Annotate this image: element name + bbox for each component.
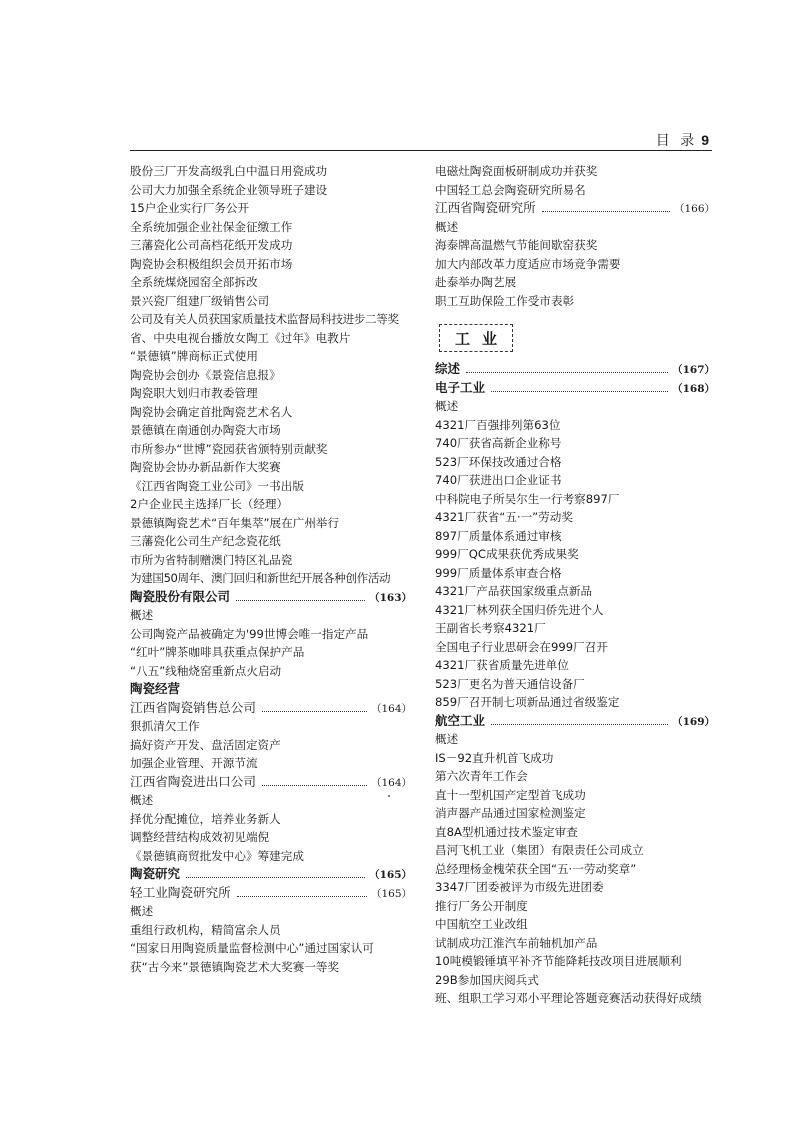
toc-entry-title: 电子工业 bbox=[435, 379, 486, 395]
toc-item: 全系统加强企业社保金征缴工作 bbox=[130, 219, 293, 234]
toc-entry bbox=[130, 865, 412, 884]
toc-entry bbox=[435, 199, 715, 218]
toc-item: 陶瓷协会确定首批陶瓷艺术名人 bbox=[130, 404, 293, 419]
toc-item: 获“古今来”景德镇陶瓷艺术大奖赛一等奖 bbox=[130, 959, 340, 974]
toc-item: 狠抓清欠工作 bbox=[130, 719, 200, 733]
toc-item: 陶瓷协会协办新品新作大奖赛 bbox=[130, 460, 281, 474]
toc-item: 直8A型机通过技术鉴定审查 bbox=[435, 824, 578, 839]
toc-item: 523厂更名为普天通信设备厂 bbox=[435, 676, 585, 691]
toc-item: 总经理杨金槐荣获全国“五·一劳动奖章” bbox=[435, 861, 637, 876]
toc-page-number: （165） bbox=[369, 869, 412, 881]
toc-item: 3347厂团委被评为市级先进团委 bbox=[435, 880, 604, 894]
section-label-industry: 工业 bbox=[439, 324, 513, 352]
toc-item: 15户企业实行厂务公开 bbox=[130, 201, 250, 215]
toc-page-number: （166） bbox=[673, 203, 715, 215]
toc-item: 859厂召开制七项新品通过省级鉴定 bbox=[435, 695, 620, 709]
toc-item: 重组行政机构，精简富余人员 bbox=[130, 922, 281, 937]
dot-leader bbox=[542, 211, 670, 212]
toc-item: 市所为省特制赠澳门特区礼品瓷 bbox=[130, 552, 293, 567]
toc-item: 概述 bbox=[130, 793, 154, 807]
toc-item: 4321厂获省“五·一”劳动奖 bbox=[435, 510, 573, 524]
toc-item: 市所参办“世博”瓷园获省颁特别贡献奖 bbox=[130, 441, 328, 456]
toc-page-number: （165） bbox=[370, 887, 412, 900]
toc-page-number: （167） bbox=[672, 364, 715, 376]
toc-right-column bbox=[435, 162, 715, 1008]
toc-item: 景德镇在南通创办陶瓷大市场 bbox=[130, 423, 281, 437]
header-title: 目 录 bbox=[655, 133, 698, 149]
toc-item: 为建国50周年、澳门回归和新世纪开展各种创作活动 bbox=[130, 571, 391, 585]
toc-item: 概述 bbox=[130, 608, 154, 622]
toc-item: 陶瓷协会创办《景瓷信息报》 bbox=[130, 367, 281, 382]
toc-item: 陶瓷职大划归市教委管理 bbox=[130, 386, 258, 400]
toc-item: 10吨模锻锤填平补齐节能降耗技改项目进展顺利 bbox=[435, 954, 682, 968]
toc-item: 赴泰举办陶艺展 bbox=[435, 275, 517, 289]
toc-entry bbox=[130, 588, 412, 607]
toc-entry bbox=[435, 360, 715, 379]
toc-item: 推行厂务公开制度 bbox=[435, 898, 528, 913]
toc-entry-title: 航空工业 bbox=[435, 712, 486, 728]
toc-item: 《江西省陶瓷工业公司》一书出版 bbox=[130, 478, 304, 493]
toc-item: 第六次青年工作会 bbox=[435, 769, 528, 783]
toc-item: 全系统煤烧园窑全部拆改 bbox=[130, 275, 258, 289]
toc-item: 择优分配摊位，培养业务新人 bbox=[130, 811, 281, 826]
header-text bbox=[656, 130, 712, 150]
toc-item: 景德镇陶瓷艺术“百年集萃”展在广州举行 bbox=[130, 515, 340, 530]
header-rule bbox=[130, 150, 712, 151]
dot-leader bbox=[491, 391, 668, 392]
dot-leader bbox=[466, 372, 668, 373]
toc-entry-title: 江西省陶瓷进出口公司 bbox=[130, 773, 256, 789]
toc-left-column bbox=[130, 162, 412, 976]
toc-item: 4321厂获省质量先进单位 bbox=[435, 658, 569, 672]
toc-item: 职工互助保险工作受市表彰 bbox=[435, 293, 575, 308]
toc-item: 全国电子行业思研会在999厂召开 bbox=[435, 639, 608, 654]
running-header bbox=[130, 128, 712, 152]
toc-page-number: （163） bbox=[369, 591, 412, 604]
toc-entry bbox=[435, 379, 715, 398]
toc-item: 740厂获进出口企业证书 bbox=[435, 473, 562, 487]
toc-entry-title: 轻工业陶瓷研究所 bbox=[130, 884, 231, 900]
dot-leader bbox=[262, 711, 367, 712]
toc-item: “红叶”牌茶咖啡具获重点保护产品 bbox=[130, 645, 305, 659]
toc-entry bbox=[130, 699, 412, 718]
toc-item: 公司及有关人员获国家质量技术监督局科技进步二等奖 bbox=[130, 312, 399, 326]
toc-item: 概述 bbox=[130, 904, 154, 918]
toc-entry bbox=[130, 884, 412, 903]
toc-item: 试制成功江淮汽车前轴机加产品 bbox=[435, 935, 598, 950]
dot-leader bbox=[186, 877, 365, 878]
toc-item: 2户企业民主选择厂长（经理） bbox=[130, 497, 289, 511]
toc-item: 昌河飞机工业（集团）有限责任公司成立 bbox=[435, 843, 644, 857]
toc-item: 999厂质量体系审查合格 bbox=[435, 565, 562, 580]
toc-item: 三藩瓷化公司高档花纸开发成功 bbox=[130, 238, 293, 252]
toc-item: 调整经营结构成效初见端倪 bbox=[130, 830, 270, 844]
toc-item: 740厂获省高新企业称号 bbox=[435, 436, 562, 450]
dot-leader bbox=[491, 724, 668, 725]
toc-entry-title: 江西省陶瓷销售总公司 bbox=[130, 699, 256, 715]
toc-entry-title: 陶瓷股份有限公司 bbox=[130, 588, 231, 604]
toc-page-number: （168） bbox=[672, 382, 715, 395]
toc-page-number: （164） bbox=[370, 702, 412, 715]
toc-item: IS－92直升机首飞成功 bbox=[435, 750, 554, 765]
toc-item: 直十一型机国产定型首飞成功 bbox=[435, 787, 586, 802]
toc-item: “国家日用陶瓷质量监督检测中心”通过国家认可 bbox=[130, 941, 374, 955]
toc-item: 中科院电子所吴尔生一行考察897厂 bbox=[435, 491, 620, 506]
page-number: 9 bbox=[701, 132, 712, 148]
toc-item: 4321厂林列获全国归侨先进个人 bbox=[435, 602, 604, 617]
toc-item: 999厂QC成果获优秀成果奖 bbox=[435, 547, 579, 561]
toc-item: 公司陶瓷产品被确定为'99世博会唯一指定产品 bbox=[130, 626, 369, 641]
toc-item: 中国航空工业改组 bbox=[435, 917, 528, 931]
toc-item: 景兴瓷厂组建厂级销售公司 bbox=[130, 293, 270, 308]
toc-item: 班、组职工学习邓小平理论答题竞赛活动获得好成绩 bbox=[435, 991, 702, 1005]
toc-item: 概述 bbox=[435, 732, 459, 746]
toc-entry-title: 综述 bbox=[435, 361, 461, 376]
toc-item: 中国轻工总会陶瓷研究所易名 bbox=[435, 182, 586, 197]
toc-entry-title: 江西省陶瓷研究所 bbox=[435, 200, 536, 215]
toc-item: 《景德镇商贸批发中心》筹建完成 bbox=[130, 848, 304, 863]
toc-item: 股份三厂开发高级乳白中温日用瓷成功 bbox=[130, 164, 328, 178]
toc-item: 海泰牌高温燃气节能间歇窑获奖 bbox=[435, 238, 598, 252]
toc-item: 搞好资产开发、盘活固定资产 bbox=[130, 737, 281, 752]
toc-page-number: （164） bbox=[370, 776, 412, 789]
toc-item: 陶瓷协会积极组织会员开拓市场 bbox=[130, 256, 293, 271]
toc-right-top bbox=[435, 162, 715, 310]
toc-item: 王副省长考察4321厂 bbox=[435, 621, 546, 635]
toc-entry bbox=[130, 773, 412, 792]
toc-item: 897厂质量体系通过审核 bbox=[435, 528, 562, 543]
toc-entry-title: 陶瓷研究 bbox=[130, 866, 181, 881]
toc-item: 加大内部改革力度适应市场竞争需要 bbox=[435, 256, 621, 271]
toc-entry bbox=[435, 712, 715, 731]
toc-item: 概述 bbox=[435, 219, 459, 234]
toc-item: 29B参加国庆阅兵式 bbox=[435, 972, 539, 987]
toc-item: 4321厂百强排列第63位 bbox=[435, 417, 561, 432]
toc-item: 省、中央电视台播放女陶工《过年》电教片 bbox=[130, 330, 351, 345]
dot-leader bbox=[262, 785, 367, 786]
dot-leader bbox=[237, 896, 367, 897]
toc-item: 概述 bbox=[435, 399, 459, 413]
toc-item: 电磁灶陶瓷面板研制成功并获奖 bbox=[435, 164, 598, 178]
toc-item: 加强企业管理、开源节流 bbox=[130, 756, 258, 770]
toc-item: 陶瓷经营 bbox=[130, 681, 181, 696]
toc-item: “八五”线釉烧窑重新点火启动 bbox=[130, 663, 282, 678]
dot-leader bbox=[236, 600, 365, 601]
toc-item: 消声器产品通过国家检测鉴定 bbox=[435, 806, 586, 820]
toc-item: 公司大力加强全系统企业领导班子建设 bbox=[130, 182, 328, 197]
toc-item: 三藩瓷化公司生产纪念瓷花纸 bbox=[130, 534, 281, 548]
toc-item: 523厂环保技改通过合格 bbox=[435, 454, 562, 469]
toc-item: 4321厂产品获国家级重点新品 bbox=[435, 584, 593, 598]
toc-item: “景德镇”牌商标正式使用 bbox=[130, 349, 258, 363]
toc-page-number: （169） bbox=[672, 715, 715, 728]
toc-right-bottom bbox=[435, 360, 715, 1008]
print-speck bbox=[388, 795, 390, 797]
